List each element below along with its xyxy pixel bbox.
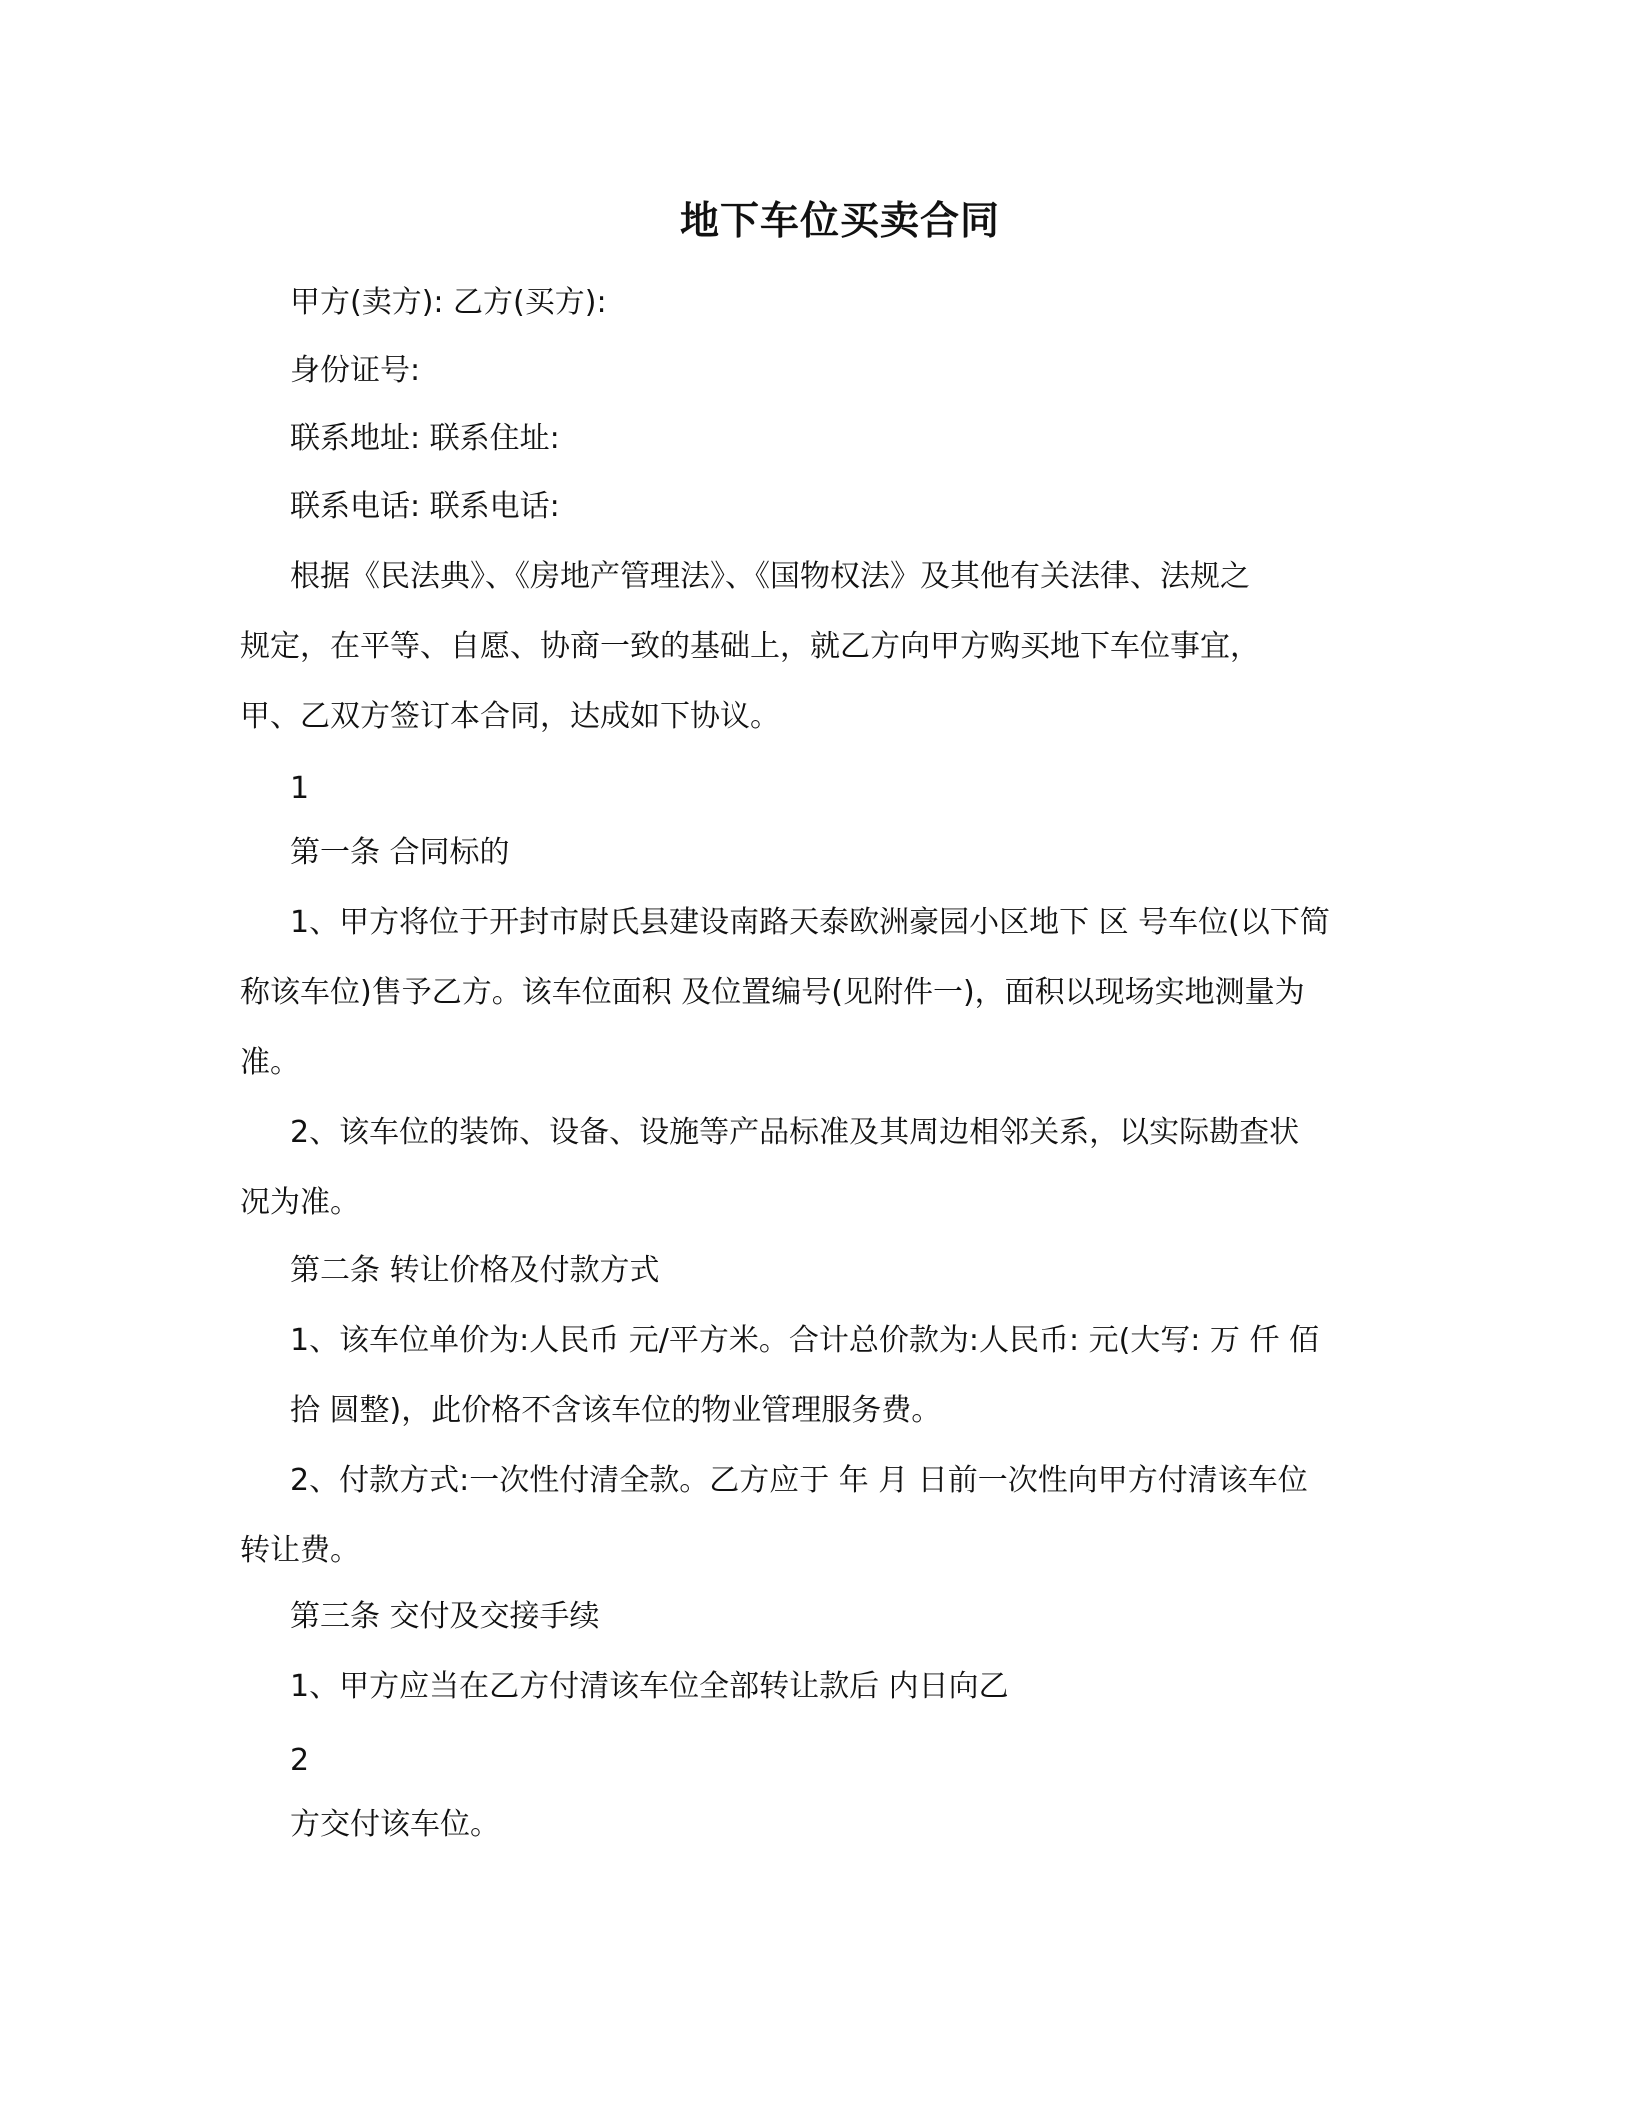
- article-1-clause-2-line-1: 2、该车位的装饰、设备、设施等产品标准及其周边相邻关系，以实际勘查状: [290, 1115, 1300, 1150]
- article-1-clause-1-line-3: 准。: [240, 1045, 300, 1080]
- article-3-clause-1-line-1: 1、甲方应当在乙方付清该车位全部转让款后 内日向乙: [290, 1669, 1009, 1704]
- article-2-heading: 第二条 转让价格及付款方式: [290, 1253, 660, 1288]
- article-1-clause-2-line-2: 况为准。: [240, 1185, 360, 1220]
- article-2-clause-1-line-1: 1、该车位单价为:人民币 元/平方米。合计总价款为:人民币: 元(大写: 万 仟 佰: [290, 1323, 1320, 1358]
- party-names-line: 甲方(卖方): 乙方(买方):: [290, 285, 607, 320]
- preamble-line-1: 根据《民法典》、《房地产管理法》、《国物权法》及其他有关法律、法规之: [290, 559, 1250, 594]
- article-3-heading: 第三条 交付及交接手续: [290, 1599, 600, 1634]
- article-2-clause-2-line-2: 转让费。: [240, 1533, 360, 1568]
- article-1-clause-1-line-2: 称该车位)售予乙方。该车位面积 及位置编号(见附件一)，面积以现场实地测量为: [240, 975, 1305, 1010]
- page-number-1: 1: [290, 771, 310, 806]
- preamble-line-2: 规定，在平等、自愿、协商一致的基础上，就乙方向甲方购买地下车位事宜，: [240, 629, 1260, 664]
- id-number-line: 身份证号:: [290, 353, 421, 388]
- article-1-clause-1-line-1: 1、甲方将位于开封市尉氏县建设南路天泰欧洲豪园小区地下 区 号车位(以下简: [290, 905, 1330, 940]
- article-3-clause-1-line-2: 方交付该车位。: [290, 1807, 500, 1842]
- document-title: 地下车位买卖合同: [679, 199, 1000, 244]
- preamble-line-3: 甲、乙双方签订本合同，达成如下协议。: [240, 699, 780, 734]
- article-1-heading: 第一条 合同标的: [290, 835, 510, 870]
- phone-line: 联系电话: 联系电话:: [290, 489, 560, 524]
- article-2-clause-2-line-1: 2、付款方式:一次性付清全款。乙方应于 年 月 日前一次性向甲方付清该车位: [290, 1463, 1308, 1498]
- article-2-clause-1-line-2: 拾 圆整)，此价格不含该车位的物业管理服务费。: [290, 1393, 942, 1428]
- address-line: 联系地址: 联系住址:: [290, 421, 560, 456]
- page-number-2: 2: [290, 1743, 310, 1778]
